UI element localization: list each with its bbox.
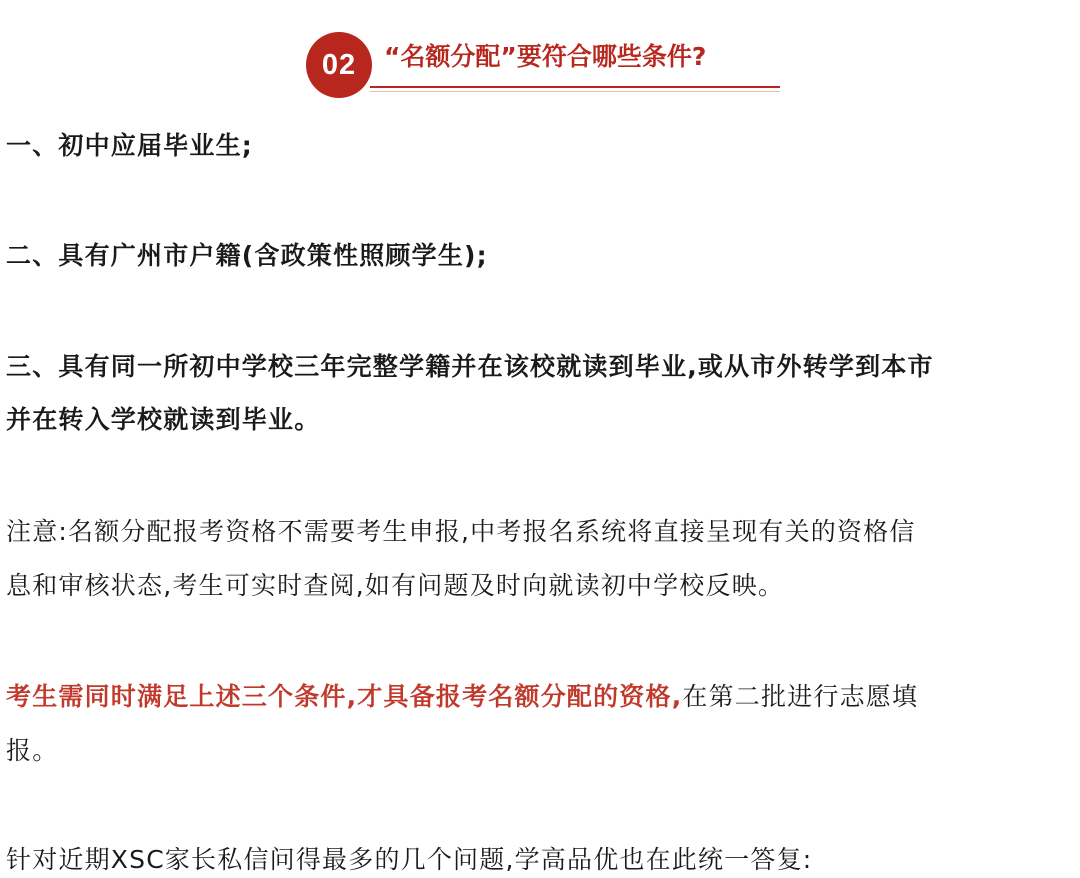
section-number-badge: 02 <box>306 32 372 98</box>
note-line-1: 注意:名额分配报考资格不需要考生申报,中考报名系统将直接呈现有关的资格信 <box>6 517 916 546</box>
requirement-line-1 <box>6 679 1078 715</box>
condition-3-line-2: 并在转入学校就读到毕业。 <box>6 405 321 434</box>
requirement-continuation: 在第二批进行志愿填 <box>682 682 919 711</box>
condition-3-line-1: 三、具有同一所初中学校三年完整学籍并在该校就读到毕业,或从市外转学到本市 <box>6 352 934 381</box>
title-underline-shadow <box>370 91 780 92</box>
requirement-line-2: 报。 <box>6 736 59 765</box>
footer-intro: 针对近期XSC家长私信问得最多的几个问题,学高品优也在此统一答复: <box>6 845 813 874</box>
requirement-highlight: 考生需同时满足上述三个条件,才具备报考名额分配的资格, <box>6 682 683 711</box>
note-line-2: 息和审核状态,考生可实时查阅,如有问题及时向就读初中学校反映。 <box>6 571 785 600</box>
title-underline <box>370 86 780 88</box>
section-header <box>306 28 786 108</box>
condition-2: 二、具有广州市户籍(含政策性照顾学生); <box>6 241 488 270</box>
section-title: “名额分配”要符合哪些条件? <box>384 42 707 71</box>
condition-1: 一、初中应届毕业生; <box>6 131 253 160</box>
